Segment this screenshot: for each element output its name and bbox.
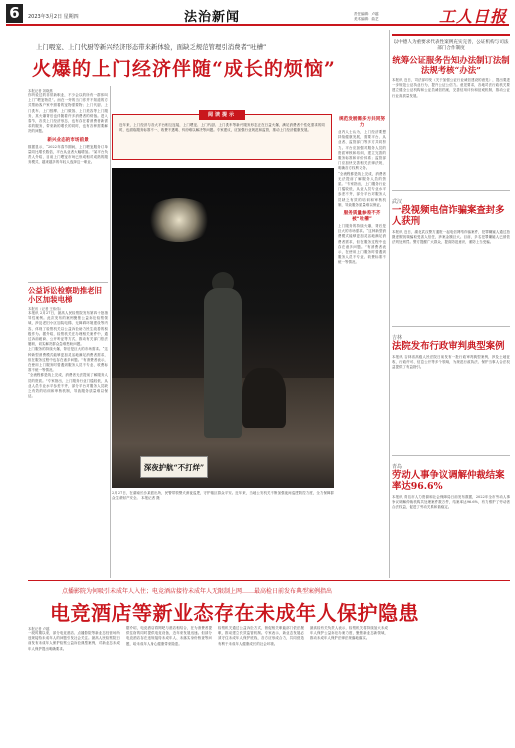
qingdao-headline: 劳动人事争议调解仲裁结案率达96.6% <box>392 470 505 492</box>
reading-tip-box <box>112 114 332 160</box>
bottom-paragraph: 一段时期以来，部分电竞酒店、点播影院等新业态经营场所违规接待未成年人的问题引发社会关注。最高人民检察院日前发布未成年人保护检察公益诉讼典型案例，对新业态未成年人保护提出明确要求。 <box>28 631 120 651</box>
bottom-byline: 本报记者 卢越 <box>28 627 50 631</box>
lead-subhead-3: 规范发展需多方共同努力 <box>339 117 385 128</box>
issue-date: 2023年3月2日 星期四 <box>28 14 79 20</box>
section-title: 法治新闻 <box>184 10 241 25</box>
lead-paragraph: “全流程都是线上完成，消费者无法提前了解服务人员的资质。”专家指出，上门服务行业门槛较低，从业人员专业水平参差不齐，部分平台对服务人员缺乏有效的培训和审核机制，导致服务质量难以保证。 <box>338 171 386 207</box>
wuhan-paragraph: 本报讯 近日，湖北武汉警方通报一起电信网络诈骗案件，犯罪嫌疑人通过拍摄虚假视频骗取受害人信任，涉案金额巨大。目前，多名犯罪嫌疑人已被依法判处刑罚。警方提醒广大群众，提高防范意识，谨防上当受骗。 <box>392 230 510 245</box>
wuhan-headline: 一段视频电信诈骗案查封多人获刑 <box>392 205 505 227</box>
reading-tip-text: 近年来，上门经济与各大平台相互连接，上门喂宠、上门代厨、上门洗车等新兴服务形态正在日益火爆，满足消费者个性化需求的同时，也面临服务标准不一、收费不透明、纠纷难以解决等问题。专家建议，应加强行业规范和监管，推动上门经济健康发展。 <box>119 123 325 133</box>
bottom-column-3 <box>218 626 304 744</box>
lead-paragraph: 你听说过的非常新职业，不少会以的所有一群体叫上门“喂宠物员”。而在一旁的当门你并不知道的方式帮助客户家中照看的宠物需要物；上门代厨、上门洗车、上门按摩、上门做饭、上门美容等上门服务，其火爆背后也伴随着许多消费者的烦恼。进入春节，各类上门经济形态，也有存在着消费者新需求的服务，带来新的增长的同时，也有各种需要解决的问题。 <box>28 93 108 134</box>
photo-caption-title: 深夜护航“不打烊” <box>140 456 208 478</box>
photo-caption-text: 2月27日，在湖南长沙某派出所，民警带领警犬深夜巡逻，守护辖区群众平安。近年来，当地公安机关不断加强夜间巡逻防控力度，全力保障群众生命财产安全。 本报记者 摄 <box>112 491 334 501</box>
editors-credit: 责任编辑：卢越 美术编辑：曲艺 <box>354 12 379 21</box>
page-number: 6 <box>6 4 23 23</box>
left-story-paragraph: 上门服务的持续火爆，背后是巨大的市场需求。“这种新型消费模式能够更加灵活地满足消费者需求，但在服务过程中也存在诸多问题。”有消费者表示，在使用上门服务时曾遇到服务人员不专业、收费标准不统一等情况。 <box>28 347 108 373</box>
right-paragraph: 本报讯 近日，司法部印发《关于加强公证行业诚信建设的意见》，提出要进一步规范公证执业行为，提升公证公信力。意见要求，各地司法行政机关要建立健全公证机构和公证员诚信档案，完善信用评价和惩戒机制，推动公证行业高质量发展。 <box>392 78 510 98</box>
lead-subhead-2: 服务质量参差不齐被“吐槽” <box>343 211 381 223</box>
bottom-headline: 电竞酒店等新业态存在未成年人保护隐患 <box>50 601 419 625</box>
bottom-paragraph: 据介绍，电竞酒店将网吧与酒店相结合，在为消费者提供住宿的同时提供电竞设备，近年来发展迅速。但部分电竞酒店存在违规接待未成年人、未落实身份核查等问题，给未成年人身心健康带来隐患。 <box>126 626 212 646</box>
bottom-column-4 <box>310 626 388 744</box>
left-story-body <box>28 306 108 578</box>
left-story-byline: 本报讯（记者 王伟伟） <box>28 307 63 311</box>
lead-paragraph: 业内人士认为，上门经济要想持续健康发展，需要平台、从业者、监管部门等多方共同努力。平台应加强对服务人员的资质审核和培训，建立完善的服务标准和评价体系；监管部门应加快完善相关法律法规，明确各方权利义务。 <box>338 130 386 171</box>
qingdao-paragraph: 本报讯 青岛市人力资源和社会保障局日前发布数据，2022年全市劳动人事争议调解仲裁机构共处理案件数万件，结案率达96.6%，有力维护了劳动者合法权益，促进了劳动关系和谐稳定。 <box>392 495 510 510</box>
masthead-logo: 工人日报 <box>438 7 507 26</box>
jilin-paragraph: 本报讯 吉林省高级人民法院日前发布一批行政审判典型案例，涉及土地征收、行政许可、信息公开等多个领域，为规范行政执法、保护当事人合法权益提供了有益指引。 <box>392 355 510 370</box>
right-column <box>392 34 510 615</box>
bottom-column-2 <box>126 626 212 744</box>
jilin-headline: 法院发布行政审判典型案例 <box>392 341 505 352</box>
bottom-column-1 <box>28 626 120 744</box>
right-kicker: 以中德人为重要求代表性案例充实完善，公证机构与司法部门合作制度 <box>393 40 509 51</box>
dateline-qingdao: 青岛 <box>392 464 403 470</box>
dateline-wuhan: 武汉 <box>392 199 403 205</box>
lead-kicker: 上门喂宠、上门代厨等新兴经济形态带来新体验，面缺乏规范管理引消费者“吐槽” <box>36 43 267 51</box>
reading-tip-tag: 阅读提示 <box>199 110 245 120</box>
bottom-paragraph: 最高检有关负责人表示，检察机关将持续加大未成年人保护公益诉讼办案力度，聚焦新业态新领域，推动未成年人保护法律法规落地落实。 <box>310 626 388 641</box>
police-dog <box>242 368 286 428</box>
lead-subhead-1: 新兴业态的市场前景 <box>47 137 89 143</box>
lead-paragraph: 上门服务的持续火爆，背后是巨大的市场需求。“这种新型消费模式能够更加灵活地满足消费者需求，但在服务过程中也存在诸多问题。”有消费者表示，在使用上门服务时曾遇到服务人员不专业、收费标准不统一等情况。 <box>338 224 386 265</box>
dateline-jilin: 吉林 <box>392 335 403 341</box>
right-headline: 统筹公证服务告知办法制订法制法规考核“办法” <box>392 55 510 75</box>
bottom-kicker: 点播影院为何吸引未成年人入住；电竞酒店接待未成年人无限制上网……最高检日前发布典型案例指出 <box>62 588 333 595</box>
bottom-paragraph: 检察机关通过公益诉讼方式，督促相关职能部门依法履职，推动建立长效监管机制。专家表示，新业态发展必须守住未成年人保护底线，各方应形成合力，共同营造有利于未成年人健康成长的社会环境。 <box>218 626 304 646</box>
left-story-paragraph: “全流程都是线上完成，消费者无法提前了解服务人员的资质。”专家指出，上门服务行业门槛较低，从业人员专业水平参差不齐，部分平台对服务人员缺乏有效的培训和审核机制，导致服务质量难以保证。 <box>28 373 108 399</box>
lead-paragraph: 数据显示，“2022年春节期间，上门喂宠服务订单量同比增长数倍，平台从业者大幅增加。”某平台负责人介绍，目前上门喂宠市场已形成相对成熟的服务模式，越来越多的年轻人选择这一职业。 <box>28 144 108 165</box>
left-story-paragraph: 本报讯 2月27日，最高人民检察院发布第四十批指导性案例。此次发布的案例聚焦公益诉讼检察领域，涉及老旧小区加装电梯、无障碍环境建设等内容，体现了检察机关以公益诉讼助力民生改善的积极作为。据介绍，检察机关在办理相关案件中，通过诉前磋商、公开听证等方式，推动有关部门依法履职，切实解决群众急难愁盼问题。 <box>28 311 108 347</box>
left-story-headline: 公益诉讼检察助推老旧小区加装电梯 <box>28 286 102 304</box>
page-header <box>6 4 509 26</box>
lead-headline: 火爆的上门经济伴随“成长的烦恼” <box>32 58 336 80</box>
lead-column-1 <box>28 88 108 278</box>
news-photo <box>112 168 334 488</box>
lead-byline: 本报记者 刘晓燕 <box>28 89 53 93</box>
lead-column-3 <box>338 114 386 488</box>
